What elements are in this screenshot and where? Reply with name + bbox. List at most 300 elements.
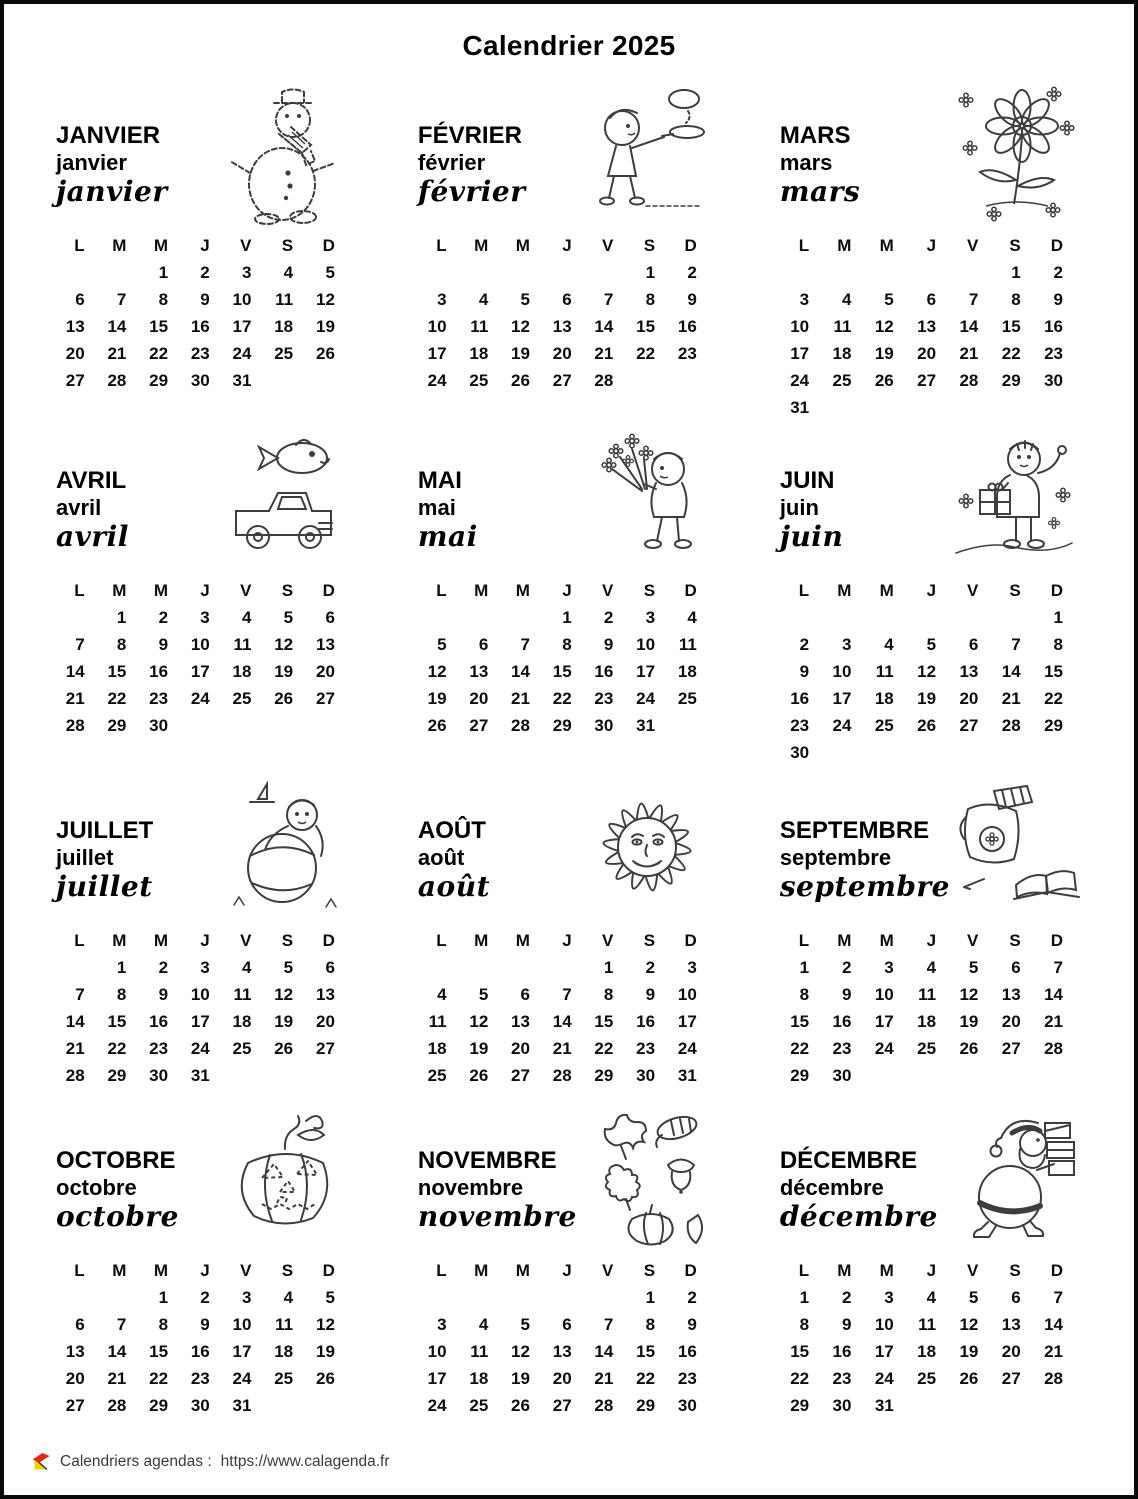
day-cell: 31 bbox=[874, 1396, 894, 1415]
day-cell: 18 bbox=[232, 662, 252, 681]
week-row bbox=[780, 258, 1076, 285]
weekday-header: M bbox=[515, 931, 530, 950]
day-cell: 14 bbox=[107, 1342, 127, 1361]
day-cell: 30 bbox=[790, 743, 810, 762]
weekday-header: S bbox=[1009, 931, 1021, 950]
day-cell: 23 bbox=[149, 689, 169, 708]
day-cell: 15 bbox=[149, 317, 169, 336]
day-cell: 26 bbox=[274, 1039, 294, 1058]
weekday-header: J bbox=[926, 1261, 937, 1280]
day-cell bbox=[418, 603, 460, 630]
day-cell: 15 bbox=[594, 1012, 614, 1031]
day-cell: 7 bbox=[603, 1315, 614, 1334]
day-cell: 18 bbox=[469, 344, 489, 363]
month-block-mars bbox=[780, 85, 1076, 430]
day-cell bbox=[543, 953, 585, 980]
month-calendar bbox=[56, 930, 348, 1088]
day-cell: 9 bbox=[687, 1315, 697, 1334]
week-row bbox=[780, 1310, 1076, 1337]
day-cell: 7 bbox=[116, 290, 127, 309]
week-row bbox=[418, 1061, 710, 1088]
day-cell: 19 bbox=[315, 1342, 335, 1361]
month-block-janvier bbox=[56, 85, 348, 430]
day-cell: 24 bbox=[874, 1369, 894, 1388]
day-cell: 14 bbox=[552, 1012, 572, 1031]
month-calendar bbox=[418, 1260, 710, 1418]
day-cell: 13 bbox=[65, 317, 85, 336]
day-cell: 9 bbox=[799, 662, 810, 681]
day-cell: 19 bbox=[427, 689, 447, 708]
month-block-juin bbox=[780, 430, 1076, 780]
day-cell: 6 bbox=[926, 290, 937, 309]
weekday-header: M bbox=[153, 1261, 169, 1280]
day-cell: 5 bbox=[520, 290, 530, 309]
day-cell: 24 bbox=[190, 689, 210, 708]
week-row bbox=[56, 603, 348, 630]
day-cell: 22 bbox=[790, 1039, 810, 1058]
day-cell: 22 bbox=[636, 344, 656, 363]
month-name-lower: novembre bbox=[417, 1174, 524, 1200]
day-cell: 27 bbox=[552, 371, 572, 390]
day-cell: 3 bbox=[884, 1288, 894, 1307]
weekday-header: V bbox=[240, 236, 252, 255]
day-cell: 27 bbox=[959, 716, 979, 735]
month-header bbox=[418, 430, 710, 580]
day-cell: 26 bbox=[315, 1369, 335, 1388]
day-cell: 16 bbox=[190, 317, 210, 336]
month-name-lower: février bbox=[417, 149, 486, 175]
day-cell bbox=[949, 603, 991, 630]
day-cell: 8 bbox=[158, 290, 169, 309]
day-cell: 7 bbox=[1011, 635, 1021, 654]
day-cell: 21 bbox=[107, 344, 127, 363]
day-cell: 14 bbox=[107, 317, 127, 336]
day-cell: 2 bbox=[200, 1288, 210, 1307]
day-cell: 4 bbox=[841, 290, 852, 309]
week-row bbox=[56, 339, 348, 366]
weekday-header: J bbox=[562, 931, 572, 950]
day-cell: 23 bbox=[832, 1369, 852, 1388]
day-cell: 13 bbox=[65, 1342, 85, 1361]
month-calendar bbox=[780, 930, 1076, 1088]
weekday-header: V bbox=[240, 1261, 252, 1280]
day-cell bbox=[1034, 738, 1076, 765]
week-row bbox=[780, 1061, 1076, 1088]
week-row bbox=[780, 1007, 1076, 1034]
day-cell: 13 bbox=[511, 1012, 530, 1031]
month-name-caps: OCTOBRE bbox=[56, 1147, 176, 1174]
day-cell: 18 bbox=[917, 1342, 937, 1361]
day-cell: 22 bbox=[107, 1039, 127, 1058]
day-cell: 1 bbox=[116, 958, 127, 977]
day-cell: 22 bbox=[636, 1369, 656, 1388]
day-cell: 26 bbox=[874, 371, 894, 390]
day-cell bbox=[181, 711, 223, 738]
day-cell: 11 bbox=[678, 635, 697, 654]
day-cell: 11 bbox=[918, 1315, 937, 1334]
day-cell bbox=[907, 393, 949, 420]
day-cell: 30 bbox=[832, 1066, 852, 1085]
day-cell: 15 bbox=[1044, 662, 1063, 681]
day-cell: 5 bbox=[520, 1315, 530, 1334]
day-cell: 10 bbox=[190, 985, 210, 1004]
day-cell: 31 bbox=[190, 1066, 210, 1085]
month-name-lower: mai bbox=[417, 494, 456, 520]
day-cell bbox=[1034, 393, 1076, 420]
day-cell: 5 bbox=[283, 608, 294, 627]
day-cell bbox=[460, 1283, 502, 1310]
month-header bbox=[418, 85, 710, 235]
month-calendar bbox=[418, 235, 710, 393]
day-cell: 16 bbox=[832, 1012, 852, 1031]
school-bag-and-book-icon bbox=[950, 780, 1080, 922]
month-name-lower: septembre bbox=[779, 844, 892, 870]
day-cell bbox=[668, 711, 710, 738]
day-cell: 24 bbox=[427, 1396, 447, 1415]
month-block-septembre bbox=[780, 780, 1076, 1110]
day-cell bbox=[460, 258, 502, 285]
day-cell: 27 bbox=[65, 1396, 85, 1415]
weekday-header: V bbox=[602, 236, 614, 255]
day-cell: 5 bbox=[884, 290, 894, 309]
weekday-header: J bbox=[926, 236, 937, 255]
day-cell bbox=[460, 953, 502, 980]
week-row bbox=[418, 1364, 710, 1391]
day-cell: 15 bbox=[107, 662, 127, 681]
day-cell: 25 bbox=[427, 1066, 447, 1085]
week-row bbox=[418, 630, 710, 657]
day-cell: 28 bbox=[107, 1396, 127, 1415]
day-cell bbox=[306, 1061, 348, 1088]
day-cell: 4 bbox=[241, 608, 252, 627]
weekday-header: L bbox=[74, 931, 85, 950]
day-cell: 9 bbox=[841, 1315, 852, 1334]
weekday-header: M bbox=[837, 1261, 852, 1280]
day-cell: 12 bbox=[959, 985, 979, 1004]
day-cell bbox=[264, 1391, 306, 1418]
day-cell: 29 bbox=[149, 371, 169, 390]
weekday-header: J bbox=[200, 581, 210, 600]
day-cell: 12 bbox=[274, 635, 294, 654]
day-cell: 6 bbox=[562, 1315, 572, 1334]
day-cell: 26 bbox=[959, 1039, 979, 1058]
day-cell: 18 bbox=[469, 1369, 489, 1388]
day-cell: 27 bbox=[1001, 1369, 1021, 1388]
day-cell: 6 bbox=[562, 290, 572, 309]
day-cell: 12 bbox=[959, 1315, 979, 1334]
weekday-header: D bbox=[684, 1261, 697, 1280]
day-cell: 20 bbox=[65, 344, 85, 363]
day-cell bbox=[585, 258, 627, 285]
week-row bbox=[418, 1337, 710, 1364]
day-cell: 29 bbox=[790, 1396, 810, 1415]
day-cell: 29 bbox=[594, 1066, 614, 1085]
day-cell: 30 bbox=[190, 1396, 210, 1415]
spring-flower-icon bbox=[950, 85, 1080, 227]
day-cell: 28 bbox=[594, 371, 614, 390]
day-cell: 5 bbox=[325, 1288, 335, 1307]
day-cell bbox=[991, 1061, 1033, 1088]
weekday-header: D bbox=[322, 236, 335, 255]
day-cell: 1 bbox=[158, 1288, 169, 1307]
day-cell: 28 bbox=[107, 371, 127, 390]
day-cell: 4 bbox=[926, 1288, 937, 1307]
day-cell: 16 bbox=[790, 689, 810, 708]
day-cell: 29 bbox=[107, 716, 127, 735]
day-cell: 3 bbox=[241, 1288, 252, 1307]
day-cell: 13 bbox=[1001, 1315, 1021, 1334]
month-titles bbox=[780, 430, 843, 553]
weekday-header: S bbox=[643, 581, 656, 600]
weekday-header: L bbox=[74, 1261, 85, 1280]
day-cell: 14 bbox=[511, 662, 530, 681]
day-cell: 11 bbox=[275, 1315, 294, 1334]
day-cell: 13 bbox=[552, 317, 572, 336]
month-titles bbox=[56, 1110, 179, 1233]
day-cell: 16 bbox=[636, 1012, 656, 1031]
day-cell: 24 bbox=[232, 344, 252, 363]
month-block-decembre bbox=[780, 1110, 1076, 1418]
weekday-header: M bbox=[112, 581, 127, 600]
day-cell: 11 bbox=[233, 985, 252, 1004]
weekday-header: J bbox=[926, 581, 937, 600]
month-name-script: juin bbox=[779, 520, 844, 554]
week-row bbox=[418, 1391, 710, 1418]
day-cell bbox=[223, 1061, 265, 1088]
day-cell: 23 bbox=[677, 344, 697, 363]
day-cell: 25 bbox=[274, 344, 294, 363]
day-cell: 13 bbox=[1001, 985, 1021, 1004]
day-cell: 16 bbox=[832, 1342, 852, 1361]
day-cell: 21 bbox=[594, 1369, 614, 1388]
day-cell: 7 bbox=[1053, 958, 1063, 977]
weekday-header: D bbox=[322, 931, 335, 950]
day-cell: 27 bbox=[469, 716, 489, 735]
day-cell: 23 bbox=[149, 1039, 169, 1058]
day-cell: 14 bbox=[1044, 1315, 1063, 1334]
day-cell: 12 bbox=[469, 1012, 489, 1031]
day-cell: 23 bbox=[677, 1369, 697, 1388]
day-cell: 21 bbox=[552, 1039, 572, 1058]
day-cell: 19 bbox=[917, 689, 937, 708]
weekday-header: D bbox=[322, 581, 335, 600]
day-cell: 21 bbox=[1001, 689, 1021, 708]
day-cell: 18 bbox=[832, 344, 852, 363]
day-cell: 25 bbox=[874, 716, 894, 735]
day-cell: 22 bbox=[1001, 344, 1021, 363]
weekday-header: M bbox=[153, 931, 169, 950]
month-name-script: décembre bbox=[779, 1200, 938, 1234]
day-cell: 22 bbox=[552, 689, 572, 708]
month-name-script: août bbox=[417, 870, 491, 904]
day-cell bbox=[501, 953, 543, 980]
week-row bbox=[780, 630, 1076, 657]
month-header bbox=[418, 780, 710, 930]
day-cell: 8 bbox=[1011, 290, 1021, 309]
footer-link[interactable]: https://www.calagenda.fr bbox=[220, 1452, 390, 1470]
day-cell: 10 bbox=[232, 1315, 252, 1334]
day-cell: 21 bbox=[65, 689, 85, 708]
day-cell: 10 bbox=[190, 635, 210, 654]
day-cell: 2 bbox=[687, 1288, 697, 1307]
day-cell: 30 bbox=[190, 371, 210, 390]
day-cell: 22 bbox=[1044, 689, 1063, 708]
day-cell: 21 bbox=[511, 689, 530, 708]
month-name-script: février bbox=[417, 175, 526, 209]
weekday-header: J bbox=[562, 581, 572, 600]
day-cell: 23 bbox=[190, 344, 210, 363]
day-cell: 3 bbox=[437, 290, 447, 309]
day-cell: 2 bbox=[158, 958, 169, 977]
week-row bbox=[418, 1034, 710, 1061]
day-cell: 19 bbox=[511, 1369, 530, 1388]
day-cell: 12 bbox=[917, 662, 937, 681]
day-cell: 21 bbox=[1044, 1342, 1063, 1361]
day-cell: 7 bbox=[968, 290, 979, 309]
day-cell: 2 bbox=[841, 1288, 852, 1307]
week-row bbox=[418, 603, 710, 630]
month-name-lower: décembre bbox=[779, 1174, 884, 1200]
day-cell bbox=[822, 603, 864, 630]
day-cell: 20 bbox=[1001, 1012, 1021, 1031]
day-cell: 11 bbox=[428, 1012, 447, 1031]
day-cell: 17 bbox=[790, 344, 810, 363]
day-cell: 10 bbox=[874, 985, 894, 1004]
day-cell: 8 bbox=[799, 985, 810, 1004]
day-cell: 12 bbox=[874, 317, 894, 336]
day-cell bbox=[949, 1391, 991, 1418]
weekday-header: M bbox=[112, 1261, 127, 1280]
day-cell: 26 bbox=[959, 1369, 979, 1388]
day-cell: 3 bbox=[200, 608, 210, 627]
day-cell: 30 bbox=[1044, 371, 1063, 390]
weekday-header: M bbox=[515, 1261, 530, 1280]
weekday-header: D bbox=[1050, 236, 1063, 255]
month-calendar bbox=[418, 580, 710, 738]
month-name-lower: août bbox=[417, 844, 465, 870]
day-cell: 29 bbox=[107, 1066, 127, 1085]
day-cell: 21 bbox=[959, 344, 979, 363]
day-cell bbox=[418, 1283, 460, 1310]
weekday-header: V bbox=[967, 236, 979, 255]
day-cell: 20 bbox=[917, 344, 937, 363]
day-cell: 11 bbox=[233, 635, 252, 654]
week-row bbox=[418, 657, 710, 684]
weekday-header: L bbox=[798, 931, 810, 950]
week-row bbox=[780, 312, 1076, 339]
week-row bbox=[56, 285, 348, 312]
day-cell: 18 bbox=[677, 662, 697, 681]
day-cell: 14 bbox=[1001, 662, 1021, 681]
weekday-header: J bbox=[562, 236, 572, 255]
day-cell: 6 bbox=[968, 635, 979, 654]
day-cell: 11 bbox=[875, 662, 894, 681]
day-cell: 8 bbox=[799, 1315, 810, 1334]
week-row bbox=[418, 285, 710, 312]
weekday-header: M bbox=[474, 581, 489, 600]
month-name-script: mai bbox=[417, 520, 478, 554]
weekday-header: M bbox=[879, 1261, 894, 1280]
day-cell: 19 bbox=[959, 1342, 979, 1361]
week-row bbox=[780, 603, 1076, 630]
day-cell: 24 bbox=[190, 1039, 210, 1058]
day-cell: 15 bbox=[636, 1342, 656, 1361]
day-cell bbox=[991, 603, 1033, 630]
day-cell bbox=[907, 1391, 949, 1418]
calagenda-logo-icon bbox=[32, 1452, 51, 1471]
day-cell: 20 bbox=[65, 1369, 85, 1388]
day-cell: 6 bbox=[75, 290, 85, 309]
weekday-header: V bbox=[602, 581, 614, 600]
day-cell: 31 bbox=[677, 1066, 697, 1085]
day-cell: 7 bbox=[75, 635, 85, 654]
day-cell bbox=[460, 603, 502, 630]
day-cell: 25 bbox=[832, 371, 852, 390]
day-cell: 18 bbox=[274, 1342, 294, 1361]
month-header bbox=[780, 85, 1076, 235]
santa-claus-icon bbox=[950, 1110, 1080, 1252]
month-calendar bbox=[418, 930, 710, 1088]
day-cell: 30 bbox=[636, 1066, 656, 1085]
week-row bbox=[56, 1391, 348, 1418]
month-name-caps: AVRIL bbox=[56, 467, 127, 494]
month-name-script: octobre bbox=[56, 1200, 179, 1234]
day-cell: 4 bbox=[478, 290, 489, 309]
day-cell bbox=[949, 1061, 991, 1088]
day-cell: 8 bbox=[116, 635, 127, 654]
day-cell: 3 bbox=[687, 958, 697, 977]
month-block-aout bbox=[418, 780, 710, 1110]
weekday-header: S bbox=[643, 931, 656, 950]
month-name-caps: NOVEMBRE bbox=[417, 1147, 557, 1174]
halloween-pumpkin-icon bbox=[222, 1110, 352, 1252]
day-cell: 18 bbox=[232, 1012, 252, 1031]
footer bbox=[32, 1452, 390, 1471]
day-cell: 10 bbox=[677, 985, 697, 1004]
month-name-lower: octobre bbox=[56, 1174, 137, 1200]
day-cell bbox=[264, 711, 306, 738]
day-cell: 20 bbox=[959, 689, 979, 708]
week-row bbox=[56, 312, 348, 339]
weekday-header: S bbox=[1009, 1261, 1021, 1280]
month-block-novembre bbox=[418, 1110, 710, 1418]
weekday-header: S bbox=[643, 236, 656, 255]
day-cell: 28 bbox=[552, 1066, 572, 1085]
day-cell: 10 bbox=[427, 317, 447, 336]
month-name-caps: DÉCEMBRE bbox=[779, 1147, 918, 1174]
day-cell: 4 bbox=[926, 958, 937, 977]
day-cell: 19 bbox=[469, 1039, 489, 1058]
day-cell: 3 bbox=[241, 263, 252, 282]
day-cell bbox=[780, 258, 822, 285]
day-cell bbox=[626, 366, 668, 393]
day-cell: 27 bbox=[65, 371, 85, 390]
month-name-caps: MAI bbox=[417, 467, 462, 494]
day-cell: 23 bbox=[790, 716, 810, 735]
day-cell bbox=[56, 258, 98, 285]
day-cell: 13 bbox=[552, 1342, 572, 1361]
day-cell: 13 bbox=[315, 985, 335, 1004]
day-cell: 20 bbox=[315, 662, 335, 681]
page-title: Calendrier 2025 bbox=[462, 30, 676, 61]
weekday-header: J bbox=[200, 1261, 210, 1280]
day-cell bbox=[907, 738, 949, 765]
month-name-script: avril bbox=[56, 520, 129, 554]
day-cell: 17 bbox=[874, 1342, 894, 1361]
month-name-caps: FÉVRIER bbox=[417, 122, 522, 149]
day-cell bbox=[864, 738, 906, 765]
day-cell: 28 bbox=[1001, 716, 1021, 735]
